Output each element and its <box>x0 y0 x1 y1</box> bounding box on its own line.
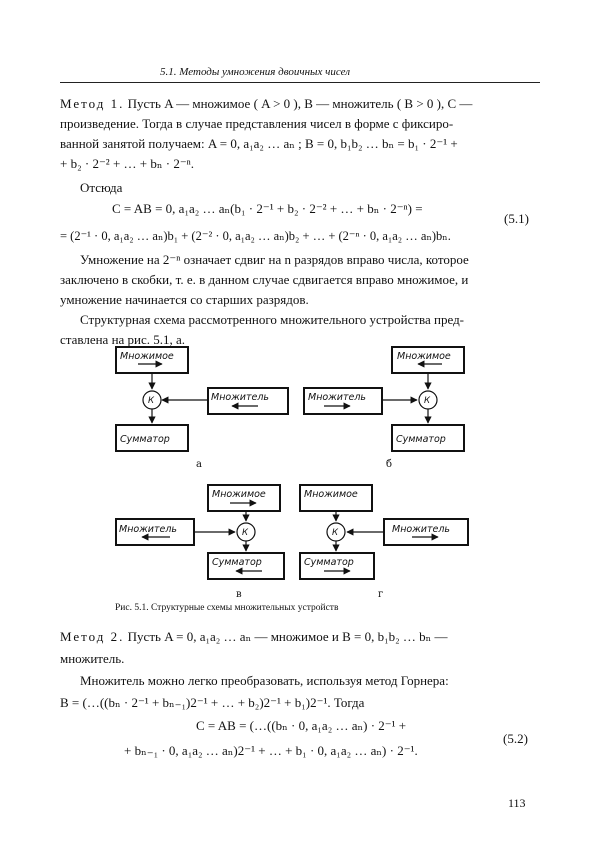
label-multiplier-b: Множитель <box>308 392 367 403</box>
paragraph-5-line-1: Множитель можно легко преобразовать, используя метод Горнера: <box>80 673 449 688</box>
paragraph-3-line-1: Структурная схема рассмотренного множительного устройства пред- <box>80 312 465 327</box>
label-multiplier-a: Множитель <box>211 392 270 403</box>
label-multiplicand-a: Множимое <box>120 351 174 362</box>
label-adder-a: Сумматор <box>120 434 170 445</box>
equation-5-1-line-1: C = AB = 0, a₁a₂ … aₙ(b₁ · 2⁻¹ + b₂ · 2⁻² + … + bₙ · 2⁻ⁿ) = <box>112 201 423 216</box>
method-2-label: Метод 2. <box>60 629 125 644</box>
paragraph-2-line-1: Умножение на 2⁻ⁿ означает сдвиг на n разрядов вправо числа, которое <box>80 252 469 267</box>
figure-label-v: в <box>236 589 242 600</box>
figure-label-b: б <box>386 459 393 470</box>
equation-5-1-number: (5.1) <box>504 211 529 226</box>
label-multiplier-g: Множитель <box>392 524 451 535</box>
paragraph-1-line-4: + b₂ · 2⁻² + … + bₙ · 2⁻ⁿ. <box>60 156 195 171</box>
k-label-g: К <box>332 528 339 538</box>
paragraph-5-line-2: B = (…((bₙ · 2⁻¹ + bₙ₋₁)2⁻¹ + … + b₂)2⁻¹ + b₁)2⁻¹. Тогда <box>60 695 365 710</box>
header-rule <box>60 82 540 83</box>
label-multiplier-v: Множитель <box>119 524 178 535</box>
running-title: 5.1. Методы умножения двоичных чисел <box>160 66 351 78</box>
paragraph-1-line-2: произведение. Тогда в случае представления чисел в форме с фиксиро- <box>60 116 454 131</box>
page-number: 113 <box>508 796 526 810</box>
paragraph-3-line-2: ставлена на рис. 5.1, а. <box>60 332 186 347</box>
k-label-a: К <box>148 396 155 406</box>
structural-diagram <box>112 343 512 601</box>
figure-label-g: г <box>378 589 384 600</box>
label-adder-g: Сумматор <box>304 557 354 568</box>
label-multiplicand-v: Множимое <box>212 489 266 500</box>
paragraph-4-line-1 <box>60 629 448 645</box>
paragraph-2-line-3: умножение начинается со старших разрядов. <box>60 292 309 307</box>
k-label-b: К <box>424 396 431 406</box>
paragraph-1-line-3: ванной занятой получаем: A = 0, a₁a₂ … aₙ ; B = 0, b₁b₂ … bₙ = b₁ · 2⁻¹ + <box>60 136 458 151</box>
otsyuda-text: Отсюда <box>80 180 123 195</box>
paragraph-2-line-2: заключено в скобки, т. е. в данном случае сдвигается вправо множимое, и <box>60 272 469 287</box>
label-multiplicand-b: Множимое <box>397 351 451 362</box>
k-label-v: К <box>242 528 249 538</box>
label-adder-v: Сумматор <box>212 557 262 568</box>
equation-5-2-line-2: + bₙ₋₁ · 0, a₁a₂ … aₙ)2⁻¹ + … + b₁ · 0, a₁a₂ … aₙ) · 2⁻¹. <box>124 743 418 758</box>
equation-5-2-line-1: C = AB = (…((bₙ · 0, a₁a₂ … aₙ) · 2⁻¹ + <box>196 718 407 733</box>
label-adder-b: Сумматор <box>396 434 446 445</box>
paragraph-1-line-1 <box>60 96 472 112</box>
label-multiplicand-g: Множимое <box>304 489 358 500</box>
figure-caption: Рис. 5.1. Структурные схемы множительных устройств <box>115 603 339 613</box>
equation-5-1-line-2: = (2⁻¹ · 0, a₁a₂ … aₙ)b₁ + (2⁻² · 0, a₁a₂ … aₙ)b₂ + … + (2⁻ⁿ · 0, a₁a₂ … aₙ)bₙ. <box>60 229 451 243</box>
p4-line-1-text: Пусть A = 0, a₁a₂ … aₙ — множимое и B = 0, b₁b₂ … bₙ — <box>124 629 448 644</box>
equation-5-2-number: (5.2) <box>503 731 528 746</box>
paragraph-4-line-2: множитель. <box>60 651 125 666</box>
method-1-label: Метод 1. <box>60 96 125 111</box>
figure-label-a: а <box>196 459 202 470</box>
p1-line-1-text: Пусть A — множимое ( A > 0 ), B — множитель ( B > 0 ), C — <box>124 96 473 111</box>
